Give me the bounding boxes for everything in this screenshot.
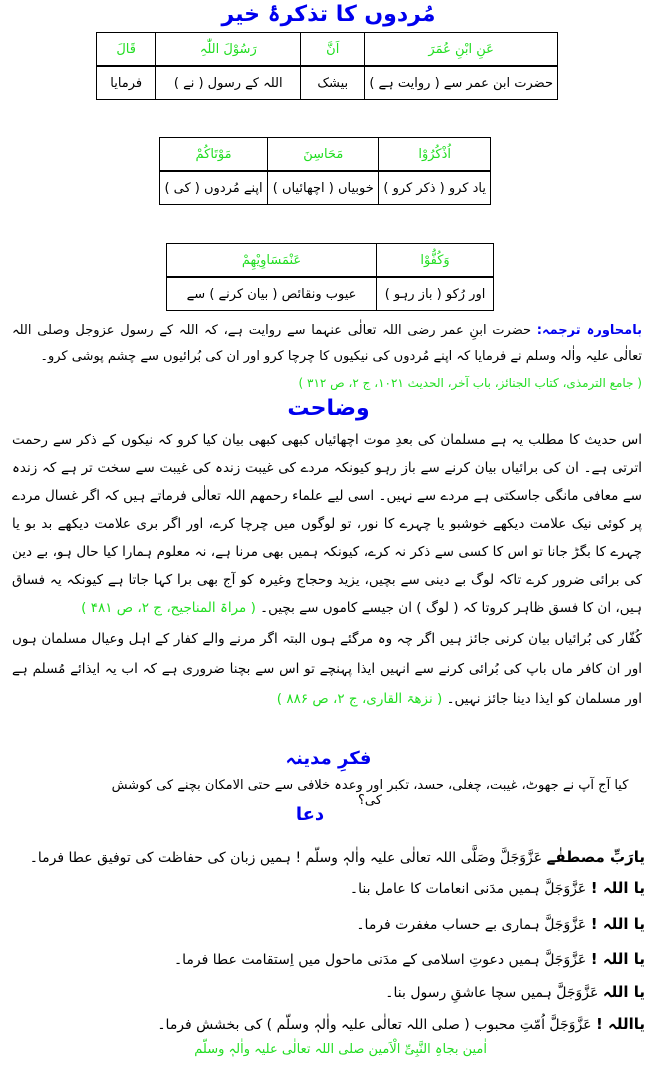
arabic-word: عَنْمَسَاوِیْھِمْ: [167, 244, 377, 278]
table-row-arabic: [160, 138, 491, 172]
arabic-word: مَحَاسِنَ: [268, 138, 379, 172]
vocab-table-2: [159, 137, 491, 205]
urdu-meaning: اپنے مُردوں ( کی ): [160, 171, 268, 205]
arabic-word: رَسُوْلَ اللّٰہِ: [156, 33, 301, 67]
urdu-meaning: فرمایا: [97, 66, 156, 100]
arabic-word: اَنَّ: [301, 33, 365, 67]
dua-lead: یااللہ !: [595, 1015, 645, 1033]
explanation-text: کُفّار کی بُرائیاں بیان کرنی جائز ہیں اگر چہ وہ مرگئے ہوں البتہ اگر مرنے والے کفار کے اہل وعیال مسلمان ہوں اور ان کافر ماں باپ کی بُرائی کرنے سے انہیں ایذا پہنچے تو اس سے بچنا ضروری ہے کہ اب یہ ایذائے مُسلم ہے اور مسلمان کو ایذا دینا جائز نہیں۔: [12, 631, 642, 707]
dua-lead: یارَبِّ مصطفٰے: [546, 848, 645, 866]
dua-text: عَزَّوَجَلَّ ہماری بے حساب مغفرت فرما۔: [356, 917, 587, 933]
dua-heading: دعا: [295, 804, 325, 825]
dua-lead: یا اللہ: [602, 983, 645, 1001]
urdu-meaning: اللہ کے رسول ( نے ): [156, 66, 301, 100]
dua-line: [30, 845, 645, 870]
translation-citation: ( جامع الترمذی، کتاب الجنائز، باب آخر، الحدیث ۱۰۲۱، ج ۲، ص ۳۱۲ ): [298, 376, 642, 390]
fikr-madina-question: کیا آج آپ نے جھوٹ، غیبت، چغلی، حسد، تکبر اور وعدہ خلافی سے حتی الامکان بچنے کی کوشش کی؟: [111, 778, 629, 808]
dua-text: عَزَّوَجَلَّ اُمّتِ محبوب ( صلی اللہ تعالٰی علیہ واٰلہٖ وسلّم ) کی بخشش فرما۔: [157, 1017, 592, 1033]
page-title: مُردوں کا تذکرۂ خیر: [221, 2, 436, 27]
table-row-urdu: [167, 277, 494, 311]
translation-label: بامحاورہ ترجمہ:: [536, 323, 642, 338]
translation-text: حضرت ابنِ عمر رضی اللہ تعالٰی عنہما سے روایت ہے، کہ اللہ کے رسول عزوجل وصلی اللہ تعالٰی علیہ واٰلہ وسلم نے فرمایا کہ اپنے مُردوں کی نیکیوں کا چرچا کرو اور ان کی بُرائیوں سے چشم پوشی کرو۔: [12, 323, 642, 364]
dua-line: [385, 980, 645, 1005]
dua-text: عَزَّوَجَلَّ ہمیں سچا عاشقِ رسول بنا۔: [385, 985, 599, 1001]
dua-line: [356, 912, 645, 937]
vocab-table-1: [96, 32, 558, 100]
table-row-urdu: [97, 66, 558, 100]
urdu-meaning: یاد کرو ( ذکر کرو ): [379, 171, 491, 205]
dua-line: [174, 947, 645, 972]
table-row-arabic: [97, 33, 558, 67]
dua-lead: یا اللہ !: [590, 879, 645, 897]
table-row-urdu: [160, 171, 491, 205]
explanation-citation-2: ( نزھۃ القاری، ج ۲، ص ۸۸۶ ): [276, 691, 443, 707]
dua-text: عَزَّوَجَلَّ ہمیں مدَنی انعامات کا عامل بنا۔: [349, 881, 587, 897]
arabic-word: عَنِ ابْنِ عُمَرَ: [365, 33, 558, 67]
arabic-word: قَالَ: [97, 33, 156, 67]
arabic-word: مَوْتَاکُمْ: [160, 138, 268, 172]
arabic-word: وَکُفُّوْا: [377, 244, 494, 278]
dua-lead: یا اللہ !: [590, 950, 645, 968]
dua-lead: یا اللہ !: [590, 915, 645, 933]
urdu-meaning: اور رُکو ( باز رہو ): [377, 277, 494, 311]
urdu-meaning: خوبیاں ( اچھائیاں ): [268, 171, 379, 205]
urdu-meaning: بیشک: [301, 66, 365, 100]
explanation-heading: وضاحت: [287, 396, 370, 421]
table-row-arabic: [167, 244, 494, 278]
explanation-citation-1: ( مراۃ المناجیح، ج ۲، ص ۴۸۱ ): [81, 600, 256, 616]
explanation-paragraph-2: [12, 624, 642, 714]
dua-text: عَزَّوَجَلَّ وصَلَّی اللہ تعالٰی علیہ واٰلہٖ وسلّم ! ہمیں زبان کی حفاظت کی توفیق عطا فرما۔: [29, 850, 543, 866]
vocab-table-3: [166, 243, 494, 311]
urdu-meaning: عیوب ونقائص ( بیان کرنے ) سے: [167, 277, 377, 311]
explanation-text: اس حدیث کا مطلب یہ ہے مسلمان کی بعدِ موت اچھائیاں کبھی کبھی بیان کیا کرو کہ نیکوں کے ذکر سے رحمت اترتی ہے۔ ان کی برائیاں بیان کرنے سے باز رہو کیونکہ مردے کی غیبت زندہ کی غیبت سے سخت تر ہے کہ زندہ سے معافی مانگی جاسکتی ہے مردے سے نہیں۔ اسی لیے علماء رحمھم اللہ تعالٰی فرماتے ہیں کہ اگر غسال مردے پر کوئی نیک علامت دیکھے خوشبو یا چہرے کا نور، تو لوگوں میں چرچا کرے، اور اگر بری علامت دیکھے بد بو یا چہرے کا بگڑ جانا تو اس کا کسی سے ذکر نہ کرے، کیونکہ ہمیں بھی مرنا ہے، نہ معلوم ہمارا کیا حال ہو، بے دین کی برائی ضرور کرے تاکہ لوگ بے دینی سے بچیں، یزید وحجاج وغیرہ کو آج بھی برا کہا جاتا ہے کیونکہ یہ فساق ہیں، ان کا فسق ظاہر کروتا کہ ( لوگ ) ان جیسے کاموں سے بچیں۔: [12, 432, 642, 616]
fikr-madina-heading: فکرِ مدینہ: [285, 748, 372, 769]
dua-line: [157, 1012, 645, 1037]
dua-text: عَزَّوَجَلَّ ہمیں دعوتِ اسلامی کے مدَنی ماحول میں اِستقامت عطا فرما۔: [173, 952, 587, 968]
urdu-meaning: حضرت ابن عمر سے ( روایت ہے ): [365, 66, 558, 100]
translation-paragraph: [12, 318, 642, 370]
dua-line: [350, 876, 645, 901]
arabic-word: اُذْکُرُوْا: [379, 138, 491, 172]
explanation-paragraph-1: [12, 426, 642, 622]
ameen-line: اٰمین بجاہِ النَّبِیِّ الْاَمین صلی اللہ تعالٰی علیہ واٰلہٖ وسلّم: [194, 1042, 487, 1057]
